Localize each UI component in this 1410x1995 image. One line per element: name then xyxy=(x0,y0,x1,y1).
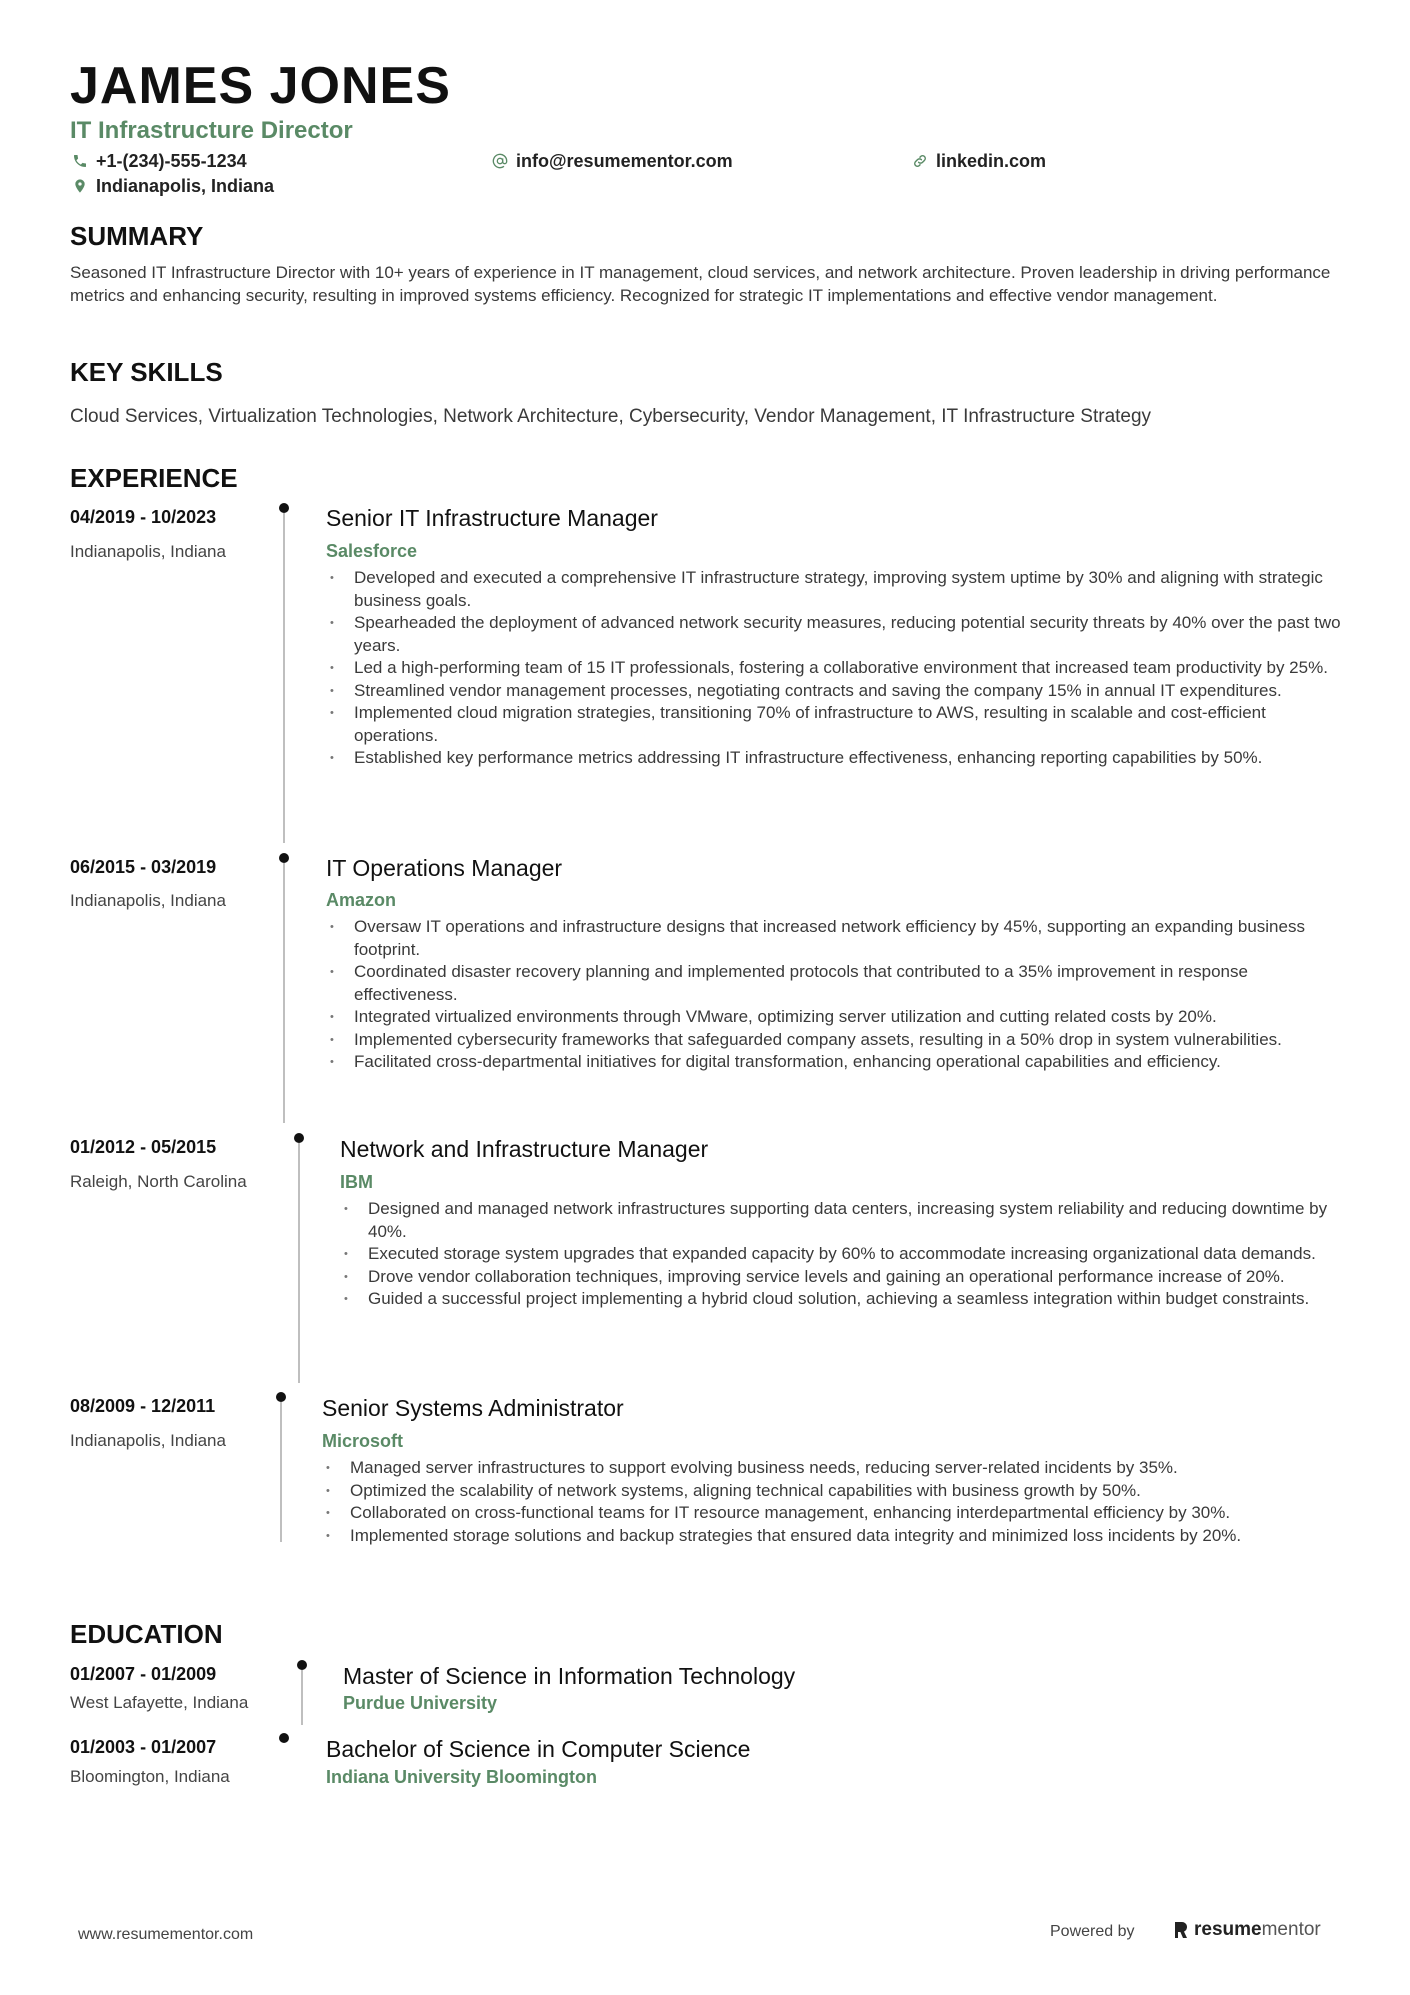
resumementor-logo-icon xyxy=(1172,1920,1190,1940)
edu-degree: Master of Science in Information Technology xyxy=(343,1663,796,1689)
timeline-line xyxy=(298,1143,300,1383)
edu-dates: 01/2007 - 01/2009 xyxy=(70,1664,217,1684)
list-item: • Implemented storage solutions and backup strategies that ensured data integrity and minimized loss incidents by 20%. xyxy=(322,1525,1346,1548)
phone-icon xyxy=(72,153,88,169)
job-dates: 08/2009 - 12/2011 xyxy=(70,1396,216,1416)
job-company: Microsoft xyxy=(322,1431,403,1451)
contact-location xyxy=(72,175,274,197)
logo-part1: resume xyxy=(1194,1919,1262,1940)
timeline-dot xyxy=(297,1660,307,1670)
list-item: • Drove vendor collaboration techniques, improving service levels and gaining an operational performance increase of 20%. xyxy=(340,1266,1346,1289)
edu-location: West Lafayette, Indiana xyxy=(70,1693,249,1712)
list-item: • Managed server infrastructures to support evolving business needs, reducing server-related incidents by 35%. xyxy=(322,1457,1346,1480)
job-dates: 01/2012 - 05/2015 xyxy=(70,1137,217,1157)
job-company: Amazon xyxy=(326,890,397,910)
skills-text: Cloud Services, Virtualization Technologies, Network Architecture, Cybersecurity, Vendor Management, IT Infrastructure Strategy xyxy=(70,406,1152,427)
timeline-line xyxy=(283,863,285,1123)
edu-location: Bloomington, Indiana xyxy=(70,1767,230,1786)
candidate-title: IT Infrastructure Director xyxy=(70,117,353,144)
job-dates: 06/2015 - 03/2019 xyxy=(70,857,217,877)
job-role: IT Operations Manager xyxy=(326,855,563,881)
list-item: • Spearheaded the deployment of advanced network security measures, reducing potential security threats by 40% over the past two years. xyxy=(326,612,1346,657)
summary-text: Seasoned IT Infrastructure Director with 10+ years of experience in IT management, cloud services, and network architecture. Proven leadership in driving performance metrics and enhancing security, resulting in improved systems efficiency. Recognized for strategic IT implementations and effective vendor management. xyxy=(70,263,1331,305)
link-icon xyxy=(912,153,928,169)
education-heading: EDUCATION xyxy=(70,1619,223,1649)
job-role: Senior Systems Administrator xyxy=(322,1395,624,1421)
timeline-line xyxy=(301,1670,303,1725)
list-item: • Streamlined vendor management processes, negotiating contracts and saving the company 15% in annual IT expenditures. xyxy=(326,680,1346,703)
timeline-dot xyxy=(276,1392,286,1402)
list-item: • Collaborated on cross-functional teams for IT resource management, enhancing interdepartmental efficiency by 30%. xyxy=(322,1502,1346,1525)
job-bullets xyxy=(326,916,1346,1074)
phone-text: +1-(234)-555-1234 xyxy=(96,151,247,171)
list-item: • Implemented cloud migration strategies, transitioning 70% of infrastructure to AWS, resulting in scalable and cost-efficient operations. xyxy=(326,702,1346,747)
job-role: Network and Infrastructure Manager xyxy=(340,1136,709,1162)
edu-degree: Bachelor of Science in Computer Science xyxy=(326,1736,751,1762)
list-item: • Facilitated cross-departmental initiatives for digital transformation, enhancing operational capabilities and efficiency. xyxy=(326,1051,1346,1074)
timeline-line xyxy=(280,1402,282,1542)
list-item: • Integrated virtualized environments through VMware, optimizing server utilization and cutting related costs by 20%. xyxy=(326,1006,1346,1029)
job-dates: 04/2019 - 10/2023 xyxy=(70,507,217,527)
candidate-name: JAMES JONES xyxy=(70,57,451,115)
experience-heading: EXPERIENCE xyxy=(70,463,238,493)
resumementor-logo xyxy=(1172,1919,1321,1941)
job-location: Raleigh, North Carolina xyxy=(70,1172,247,1191)
edu-dates: 01/2003 - 01/2007 xyxy=(70,1737,217,1757)
list-item: • Coordinated disaster recovery planning and implemented protocols that contributed to a 35% improvement in response effectiveness. xyxy=(326,961,1346,1006)
job-bullets xyxy=(322,1457,1346,1547)
timeline-dot xyxy=(279,503,289,513)
edu-school: Purdue University xyxy=(343,1693,498,1713)
list-item: • Implemented cybersecurity frameworks that safeguarded company assets, resulting in a 50% drop in system vulnerabilities. xyxy=(326,1029,1346,1052)
skills-heading: KEY SKILLS xyxy=(70,357,223,387)
contact-linkedin xyxy=(912,150,1046,172)
contact-email xyxy=(492,150,733,172)
job-bullets xyxy=(326,567,1346,770)
job-company: IBM xyxy=(340,1172,373,1192)
list-item: • Guided a successful project implementing a hybrid cloud solution, achieving a seamless integration within budget constraints. xyxy=(340,1288,1346,1311)
contact-phone xyxy=(72,150,247,172)
email-text: info@resumementor.com xyxy=(516,151,733,171)
job-bullets xyxy=(340,1198,1346,1311)
job-location: Indianapolis, Indiana xyxy=(70,1431,226,1450)
linkedin-text: linkedin.com xyxy=(936,151,1047,171)
timeline-dot xyxy=(279,1733,289,1743)
list-item: • Led a high-performing team of 15 IT professionals, fostering a collaborative environment that increased team productivity by 25%. xyxy=(326,657,1346,680)
list-item: • Oversaw IT operations and infrastructure designs that increased network efficiency by 45%, supporting an expanding business footprint. xyxy=(326,916,1346,961)
timeline-line xyxy=(283,513,285,843)
footer-powered-by: Powered by xyxy=(1050,1923,1135,1940)
timeline-dot xyxy=(279,853,289,863)
timeline-dot xyxy=(294,1133,304,1143)
logo-part2: mentor xyxy=(1261,1919,1321,1940)
footer-website[interactable]: www.resumementor.com xyxy=(78,1926,254,1943)
summary-heading: SUMMARY xyxy=(70,221,204,251)
job-location: Indianapolis, Indiana xyxy=(70,891,226,910)
list-item: • Established key performance metrics addressing IT infrastructure effectiveness, enhancing reporting capabilities by 50%. xyxy=(326,747,1346,770)
list-item: • Developed and executed a comprehensive IT infrastructure strategy, improving system uptime by 30% and aligning with strategic business goals. xyxy=(326,567,1346,612)
job-location: Indianapolis, Indiana xyxy=(70,542,226,561)
edu-school: Indiana University Bloomington xyxy=(326,1767,598,1787)
list-item: • Optimized the scalability of network systems, aligning technical capabilities with business growth by 50%. xyxy=(322,1480,1346,1503)
list-item: • Designed and managed network infrastructures supporting data centers, increasing system reliability and reducing downtime by 40%. xyxy=(340,1198,1346,1243)
location-pin-icon xyxy=(72,178,88,194)
job-company: Salesforce xyxy=(326,541,418,561)
list-item: • Executed storage system upgrades that expanded capacity by 60% to accommodate increasing organizational data demands. xyxy=(340,1243,1346,1266)
at-icon xyxy=(492,153,508,169)
job-role: Senior IT Infrastructure Manager xyxy=(326,505,658,531)
location-text: Indianapolis, Indiana xyxy=(96,176,275,196)
